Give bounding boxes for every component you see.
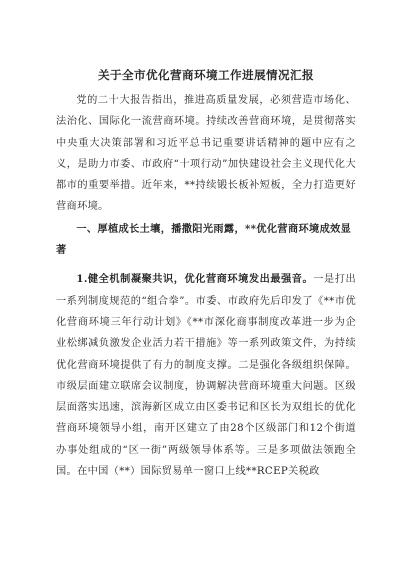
item-lead: 1.健全机制凝聚共识，优化营商环境发出最强音。 xyxy=(76,273,314,286)
document-title: 关于全市优化营商环境工作进展情况汇报 xyxy=(98,68,314,82)
item-body: 一是打出一系列制度规范的“组合拳”。市委、市政府先后印发了《**市优化营商环境三年行动计划》《**市深化商事制度改革进一步为企业松绑减负激发企业活力若干措施》等一系列政策文件，为持续优化营商环境提供了有力的制度支撑。二是强化各级组织保障。市级层面建立联席会议制度，协调解决营商环境重大问题。区级层面落实迅速，滨海新区成立由区委书记和区长为双组长的优化营商环境领导小组，南开区建立了由28个区级部门和12个街道办事处组成的“区一街”两级领导体系等。三是多项做法领跑全国。在中国（**）国际贸易单一窗口上线**RCEP关税政 xyxy=(56,274,356,478)
intro-paragraph: 党的二十大报告指出，推进高质量发展，必须营造市场化、法治化、国际化一流营商环境。持续改善营商环境，是贯彻落实中央重大决策部署和习近平总书记重要讲话精神的题中应有之义，是助力市委、市政府“十项行动”加快建设社会主义现代化大都市的重要举措。近年来，**持续锻长板补短板，全力打造更好营商环境。 xyxy=(56,95,356,213)
document-page xyxy=(56,66,356,482)
item-paragraph xyxy=(56,269,356,482)
section-heading: 一、厚植成长土壤，播撒阳光雨露，**优化营商环境成效显著 xyxy=(56,222,352,257)
